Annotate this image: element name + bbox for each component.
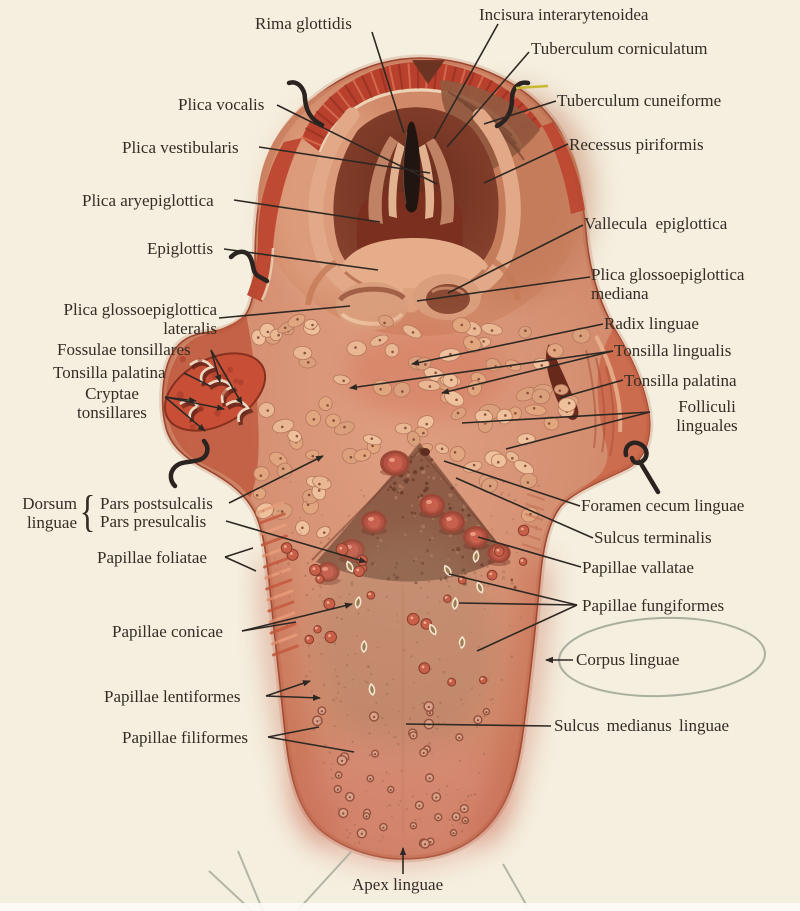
label-plica-glossoepiglottica-lateralis: Plica glossoepiglottica lateralis <box>63 300 217 339</box>
label-folliculi-linguales: Folliculi linguales <box>676 397 738 436</box>
label-incisura-interarytenoidea: Incisura interarytenoidea <box>479 5 649 24</box>
label-papillae-lentiformes: Papillae lentiformes <box>104 687 241 706</box>
label-plica-vestibularis: Plica vestibularis <box>122 138 239 157</box>
label-tuberculum-corniculatum: Tuberculum corniculatum <box>531 39 708 58</box>
label-sulcus-medianus-linguae: Sulcus medianus linguae <box>554 716 730 735</box>
label-epiglottis: Epiglottis <box>147 239 214 258</box>
label-fossulae-tonsillares: Fossulae tonsillares <box>57 340 191 359</box>
label-plica-vocalis: Plica vocalis <box>178 95 265 114</box>
label-rima-glottidis: Rima glottidis <box>255 14 352 33</box>
label-papillae-filiformes: Papillae filiformes <box>122 728 249 747</box>
label-radix-linguae: Radix linguae <box>604 314 699 333</box>
label-corpus-linguae: Corpus linguae <box>576 650 680 669</box>
label-pars-presulcalis: Pars presulcalis <box>100 512 207 531</box>
label-tonsilla-lingualis: Tonsilla lingualis <box>614 341 732 360</box>
label-pars-postsulcalis: Pars postsulcalis <box>100 494 213 513</box>
label-tonsilla-palatina-right: Tonsilla palatina <box>624 371 737 390</box>
label-sulcus-terminalis: Sulcus terminalis <box>594 528 712 547</box>
label-apex-linguae: Apex linguae <box>352 875 444 894</box>
label-papillae-conicae: Papillae conicae <box>112 622 223 641</box>
label-cryptae-tonsillares: Cryptae tonsillares <box>77 384 147 423</box>
label-papillae-vallatae: Papillae vallatae <box>582 558 694 577</box>
label-papillae-fungiformes: Papillae fungiformes <box>582 596 725 615</box>
label-tuberculum-cuneiforme: Tuberculum cuneiforme <box>557 91 722 110</box>
label-papillae-foliatae: Papillae foliatae <box>97 548 207 567</box>
label-foramen-cecum-linguae: Foramen cecum linguae <box>581 496 745 515</box>
label-tonsilla-palatina-left: Tonsilla palatina <box>53 363 166 382</box>
label-plica-aryepiglottica: Plica aryepiglottica <box>82 191 214 210</box>
dorsum-brace: { <box>79 487 96 536</box>
label-dorsum-linguae: Dorsum linguae <box>22 494 77 533</box>
label-recessus-piriformis: Recessus piriformis <box>569 135 704 154</box>
label-plica-glossoepiglottica-mediana: Plica glossoepiglottica mediana <box>591 265 745 304</box>
label-vallecula-epiglottica: Vallecula epiglottica <box>584 214 728 233</box>
